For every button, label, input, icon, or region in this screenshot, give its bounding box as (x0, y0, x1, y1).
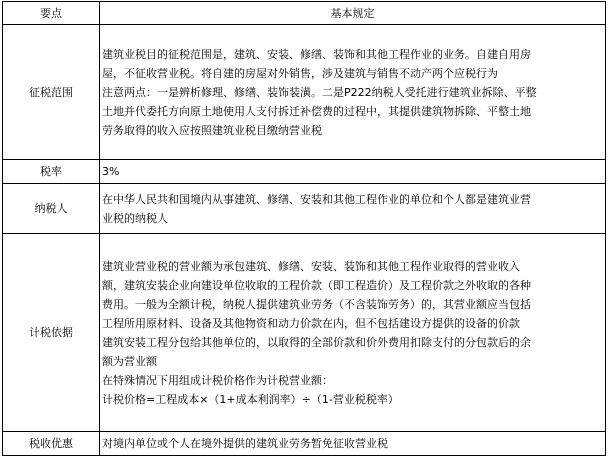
content-line: 在特殊情况下用组成计税价格作为计税营业额： (102, 373, 333, 387)
content-line: 业税的纳税人 (102, 211, 168, 225)
content-line: 建筑业税目的征税范围是，建筑、安装、修缮、装饰和其他工程作业的业务。自建自用房 (102, 47, 531, 61)
content-line: 土地并代委托方向原土地使用人支付拆迁补偿费的过程中，其提供建筑物拆除、平整土地 (102, 104, 531, 118)
row-content-tax-incentives (100, 432, 606, 456)
content-line: 注意两点：一是辨析修理、修缮、装饰装潢。二是P222纳税人受托进行建筑业拆除、平整 (102, 85, 537, 99)
table-row (3, 234, 606, 432)
header-basic-provisions: 基本规定 (100, 2, 606, 25)
row-key-tax-incentives: 税收优惠 (3, 432, 100, 456)
row-content-scope (100, 25, 606, 160)
content-line: 在中华人民共和国境内从事建筑、修缮、安装和其他工程作业的单位和个人都是建筑业营 (102, 192, 531, 206)
tax-rules-table (2, 1, 606, 456)
content-line: 对境内单位或个人在境外提供的建筑业劳务暂免征收营业税 (102, 437, 388, 450)
header-row (3, 2, 606, 25)
table-row (3, 432, 606, 456)
content-line: 额，建筑安装企业向建设单位收取的工程价款（即工程造价）及工程价款之外收取的各种 (102, 278, 531, 292)
table-row (3, 25, 606, 160)
row-content-tax-rate (100, 160, 606, 184)
row-key-taxpayer: 纳税人 (3, 184, 100, 234)
content-line: 计税价格=工程成本×（1+成本利润率）÷（1-营业税税率） (102, 392, 399, 406)
content-line: 费用。一般为全额计税，纳税人提供建筑业劳务（不含装饰劳务）的，其营业额应当包括 (102, 297, 531, 311)
content-line: 建筑安装工程分包给其他单位的，以取得的全部价款和价外费用扣除支付的分包款后的余 (102, 335, 531, 349)
table-row (3, 184, 606, 234)
content-line: 劳务取得的收入应按照建筑业税目缴纳营业税 (102, 123, 322, 137)
content-line: 建筑业营业税的营业额为承包建筑、修缮、安装、装饰和其他工程作业取得的营业收入 (102, 259, 520, 273)
row-content-tax-basis (100, 234, 606, 432)
table-row (3, 160, 606, 184)
content-line: 工程所用原材料、设备及其他物资和动力价款在内，但不包括建设方提供的设备的价款 (102, 316, 520, 330)
content-line: 屋，不征收营业税。将自建的房屋对外销售，涉及建筑与销售不动产两个应税行为 (102, 66, 498, 80)
row-content-taxpayer (100, 184, 606, 234)
row-key-scope: 征税范围 (3, 25, 100, 160)
header-key-point: 要点 (3, 2, 100, 25)
row-key-tax-basis: 计税依据 (3, 234, 100, 432)
row-key-tax-rate: 税率 (3, 160, 100, 184)
content-line: 额为营业额 (102, 354, 157, 368)
content-line: 3% (102, 165, 120, 178)
